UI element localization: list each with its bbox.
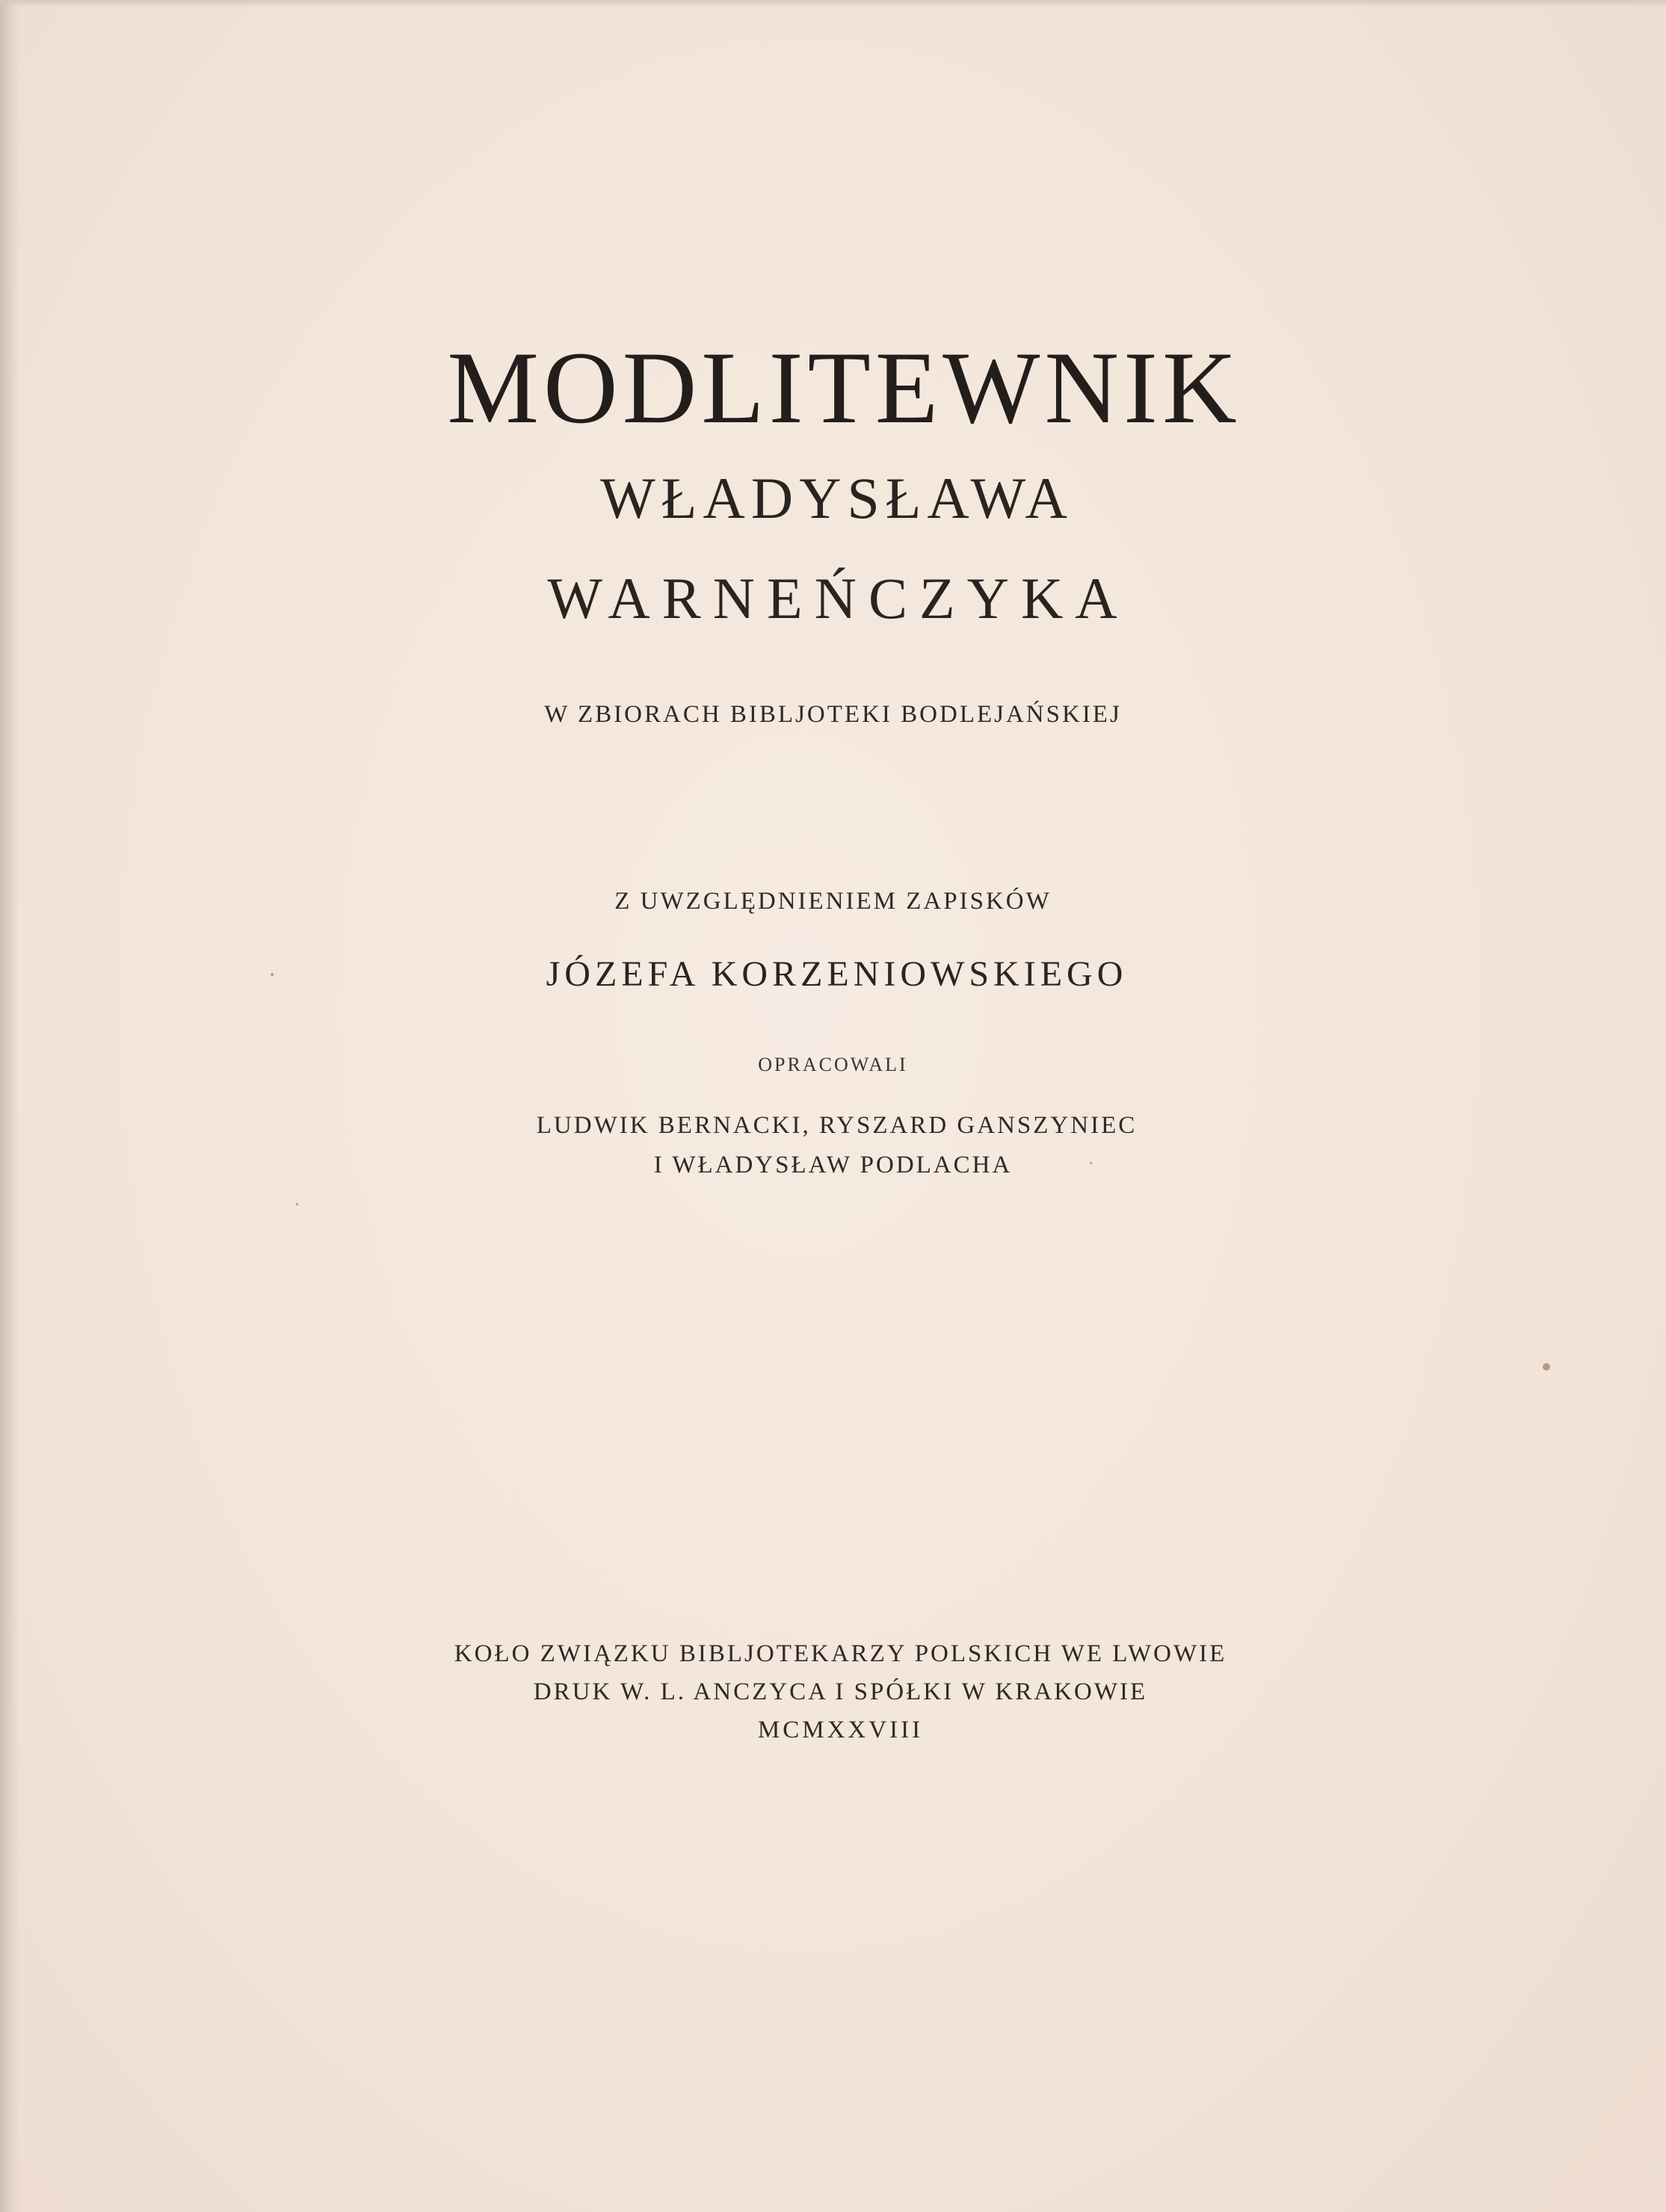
page-top-edge	[0, 0, 1666, 7]
paper-speck	[1543, 1363, 1550, 1371]
editors-line-1: LUDWIK BERNACKI, RYSZARD GANSZYNIEC	[536, 1112, 1138, 1139]
publication-year: MCMXXVIII	[757, 1717, 924, 1743]
edited-by-label: OPRACOWALI	[758, 1054, 908, 1075]
book-subtitle-line-2: WARNEŃCZYKA	[547, 566, 1129, 631]
paper-speck	[296, 1203, 298, 1205]
book-subtitle-line-1: WŁADYSŁAWA	[600, 466, 1073, 531]
notes-author: JÓZEFA KORZENIOWSKIEGO	[546, 954, 1128, 994]
printer-line: DRUK W. L. ANCZYCA I SPÓŁKI W KRAKOWIE	[533, 1678, 1148, 1705]
publisher-line: KOŁO ZWIĄZKU BIBLJOTEKARZY POLSKICH WE LWOWIE	[454, 1640, 1227, 1667]
editors-line-2: I WŁADYSŁAW PODLACHA	[653, 1152, 1013, 1178]
paper-speck	[271, 973, 274, 976]
paper-speck	[1090, 1162, 1092, 1164]
page-left-edge	[0, 0, 19, 2212]
book-title: MODLITEWNIK	[447, 330, 1241, 445]
collection-line: W ZBIORACH BIBLJOTEKI BODLEJAŃSKIEJ	[544, 701, 1122, 728]
notes-intro: Z UWZGLĘDNIENIEM ZAPISKÓW	[614, 888, 1052, 915]
